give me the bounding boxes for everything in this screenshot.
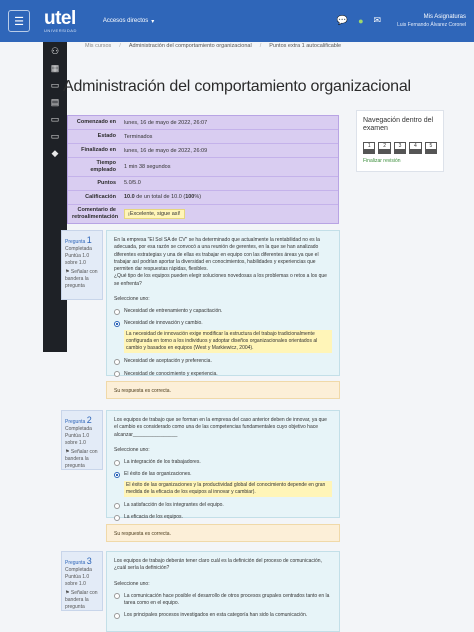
nav-number: 2: [383, 142, 386, 149]
radio-button[interactable]: [114, 359, 120, 365]
radio-button[interactable]: [114, 460, 120, 466]
radio-button-selected[interactable]: [114, 321, 120, 327]
summary-row: [68, 144, 338, 158]
summary-value: 1 min 38 segundos: [124, 163, 171, 170]
user-menu[interactable]: [397, 14, 466, 28]
question-info-2: [61, 410, 103, 470]
nav-answered-bar: [410, 149, 420, 153]
grade-rest: de un total de 10.0 (: [134, 194, 186, 201]
flag-label: Señalar con bandera la pregunta: [65, 269, 98, 289]
summary-key: Calificación: [85, 193, 116, 200]
question-content-2: [106, 410, 340, 521]
quiz-navigation-panel: [356, 110, 444, 172]
grade-bold: 10.0: [124, 194, 135, 201]
option-text: Necesidad de aceptación y preferencia.: [124, 358, 212, 365]
radio-button[interactable]: [114, 309, 120, 315]
quiz-navigation-buttons: [363, 142, 437, 154]
summary-value: [120, 207, 338, 221]
summary-value: Terminados: [124, 133, 153, 140]
breadcrumb-item[interactable]: Mis cursos: [85, 43, 112, 49]
question-status: Completada: [65, 567, 92, 574]
users-icon[interactable]: ⚇: [50, 46, 60, 56]
nav-number: 3: [398, 142, 402, 149]
shortcuts-label: Accesos directos: [102, 18, 149, 24]
question-info-1: [61, 230, 103, 300]
question-info-3: [61, 551, 103, 611]
calendar-icon[interactable]: ▦: [50, 63, 60, 73]
summary-value: lunes, 16 de mayo de 2022, 26:09: [124, 147, 208, 154]
top-navbar: [0, 0, 474, 42]
question-status: Completada: [65, 246, 92, 253]
question-points: Puntúa 1.0 sobre 1.0: [65, 252, 90, 266]
radio-button[interactable]: [114, 515, 120, 521]
option-text: La integración de los trabajadores.: [124, 459, 201, 465]
option-text: Necesidad de conocimiento y experiencia.: [124, 370, 218, 377]
summary-row: [68, 177, 338, 191]
flag-question-link[interactable]: [65, 590, 99, 610]
bell-icon[interactable]: ●: [358, 15, 364, 26]
summary-key: Puntos: [97, 179, 116, 186]
flag-question-link[interactable]: [65, 269, 99, 289]
grid-icon[interactable]: ▤: [50, 97, 60, 107]
nav-number: 5: [429, 142, 433, 149]
answer-option[interactable]: [114, 459, 332, 466]
question-outcome-2: Su respuesta es correcta.: [106, 524, 340, 542]
user-name: Luis Fernando Álvarez Coronel: [397, 21, 466, 28]
quiz-nav-button-3[interactable]: [394, 142, 406, 154]
nav-answered-bar: [395, 149, 405, 153]
chat-icon[interactable]: 💬: [336, 15, 349, 26]
answer-option[interactable]: [114, 308, 332, 315]
question-text: Los equipos de trabajo deberán tener claro cuál es la definición del proceso de comunicación, ¿cuál sería la definición?: [114, 558, 322, 572]
option-feedback: El éxito de las organizaciones y la productividad global del conocimiento depende en gran medida de la eficacia de los equipos al innovar y cambiar).: [124, 481, 332, 498]
shortcuts-dropdown[interactable]: [103, 18, 154, 25]
nav-answered-bar: [364, 149, 374, 153]
breadcrumb-item[interactable]: Puntos extra 1 autocalificable: [269, 43, 342, 49]
question-number: Pregunta 1: [65, 235, 92, 245]
question-outcome-1: Su respuesta es correcta.: [106, 381, 340, 399]
option-feedback: La necesidad de innovación exige modificar la estructura del trabajo tradicionalmente configurada en torno a los individuos y adoptar diseños organizacionales orientados al cambio y basados en equipos (West y Markiewicz, 2004).: [124, 330, 332, 354]
logo-subtext: UNIVERSIDAD: [44, 28, 77, 33]
nav-answered-bar: [379, 149, 389, 153]
breadcrumb: [85, 40, 341, 52]
summary-row: [68, 205, 338, 223]
flag-icon: ⚑: [65, 269, 70, 276]
folder-icon[interactable]: ▭: [50, 114, 60, 124]
radio-button-selected[interactable]: [114, 472, 120, 478]
utel-logo[interactable]: [44, 9, 77, 33]
summary-value: [120, 192, 338, 202]
option-text: Necesidad de innovación y cambio.: [124, 320, 203, 327]
option-text: El éxito de las organizaciones.: [124, 471, 192, 478]
user-title: Mis Asignaturas: [423, 13, 466, 20]
feedback-comment: ¡Excelente, sigue así!: [124, 209, 185, 219]
question-text: Los equipos de trabajo que se forman en la empresa del caso anterior deben de innovar, ya que el cambio es considerado como una de las competencias fundamentales cuyo objetivo hace alcanzar________________: [114, 417, 327, 438]
option-text: La eficacia de los equipos.: [124, 514, 183, 521]
select-label: Seleccione uno:: [114, 295, 150, 302]
select-label: Seleccione uno:: [114, 580, 150, 587]
question-status: Completada: [65, 426, 92, 433]
answer-option[interactable]: [114, 358, 332, 365]
folder-icon[interactable]: ▭: [50, 131, 60, 141]
quiz-nav-button-4[interactable]: [409, 142, 421, 154]
radio-button[interactable]: [114, 503, 120, 509]
question-points: Puntúa 1.0 sobre 1.0: [65, 573, 90, 587]
breadcrumb-separator: /: [259, 43, 262, 49]
grade-end: %): [194, 194, 202, 201]
quiz-nav-button-2[interactable]: [378, 142, 390, 154]
question-number: Pregunta 3: [65, 556, 92, 566]
summary-key: Comenzado en: [76, 119, 116, 126]
summary-row: [68, 191, 338, 205]
select-label: Seleccione uno:: [114, 446, 150, 453]
summary-row: [68, 130, 338, 144]
top-icons: [337, 14, 466, 28]
answer-option[interactable]: [114, 320, 332, 353]
answer-option[interactable]: [114, 593, 332, 608]
folder-icon[interactable]: ▭: [50, 80, 60, 90]
answer-option[interactable]: [114, 371, 332, 378]
quiz-nav-button-1[interactable]: [363, 142, 375, 154]
flag-label: Señalar con bandera la pregunta: [65, 449, 98, 469]
nav-answered-bar: [426, 149, 436, 153]
answer-option[interactable]: [114, 471, 332, 497]
logo-text: utel: [44, 8, 76, 29]
option-text: La satisfacción de los integrantes del equipo.: [124, 502, 224, 508]
nav-number: 4: [414, 142, 417, 149]
summary-row: [68, 116, 338, 130]
quiz-navigation-title: Navegación dentro del examen: [363, 117, 434, 133]
summary-key: Tiempo empleado: [90, 160, 116, 173]
message-icon[interactable]: ✉: [373, 15, 382, 26]
finish-review-link[interactable]: Finalizar revisión: [363, 157, 401, 164]
question-content-3: [106, 551, 340, 632]
grade-percent: 100: [185, 194, 195, 201]
summary-key: Comentario de retroalimentación: [72, 206, 119, 220]
question-prompt: ¿Qué tipo de los equipos pueden elegir soluciones novedosas a los problemas o retos a los que se enfrenta?: [114, 273, 327, 287]
graduation-cap-icon[interactable]: ◆: [51, 148, 59, 158]
hamburger-icon: ☰: [14, 15, 24, 28]
summary-key: Estado: [97, 133, 116, 140]
breadcrumb-separator: /: [119, 43, 121, 49]
flag-icon: ⚑: [65, 590, 70, 597]
menu-toggle-button[interactable]: [8, 10, 30, 32]
flag-question-link[interactable]: [65, 449, 99, 469]
caret-down-icon: ▾: [151, 18, 155, 25]
answer-option[interactable]: [114, 502, 332, 509]
question-text: En la empresa "El Sol SA de CV" se ha determinado que actualmente la rentabilidad no es la adecuada, por esa razón se convocó a una reunión de gerentes, en la que se han analizado diferentes estrategias y una de ellas es trabajar en equipo con las diferentes áreas ya que el trabajar así podrían aportar la diversidad en conocimientos, habilidades y experiencias que permiten dar respuestas rápidas, flexibles.: [114, 237, 320, 272]
radio-button[interactable]: [114, 371, 120, 377]
answer-option[interactable]: [114, 514, 332, 521]
quiz-nav-button-5[interactable]: [425, 142, 437, 154]
option-text: La comunicación hace posible el desarrollo de otros procesos grupales centrados tanto en la tarea como en el equipo.: [124, 592, 330, 606]
nav-number: 1: [367, 142, 371, 149]
summary-value: 5.0/5.0: [124, 180, 141, 187]
page-title: Administración del comportamiento organizacional: [63, 78, 411, 95]
option-text: Los principales procesos investigados en esta categoría han sido la comunicación.: [124, 612, 308, 619]
option-text: Necesidad de entrenamiento y capacitación.: [124, 308, 223, 314]
answer-option[interactable]: [114, 612, 332, 619]
attempt-summary-table: [67, 115, 339, 224]
summary-key: Finalizado en: [81, 147, 116, 154]
summary-value: lunes, 16 de mayo de 2022, 26:07: [124, 119, 208, 126]
radio-button[interactable]: [114, 593, 120, 599]
breadcrumb-item[interactable]: Administración del comportamiento organizacional: [128, 43, 252, 49]
summary-row: [68, 158, 338, 177]
radio-button[interactable]: [114, 613, 120, 619]
flag-label: Señalar con bandera la pregunta: [65, 590, 98, 610]
question-number: Pregunta 2: [65, 415, 92, 425]
question-points: Puntúa 1.0 sobre 1.0: [65, 432, 90, 446]
question-content-1: [106, 230, 340, 376]
flag-icon: ⚑: [65, 449, 70, 456]
